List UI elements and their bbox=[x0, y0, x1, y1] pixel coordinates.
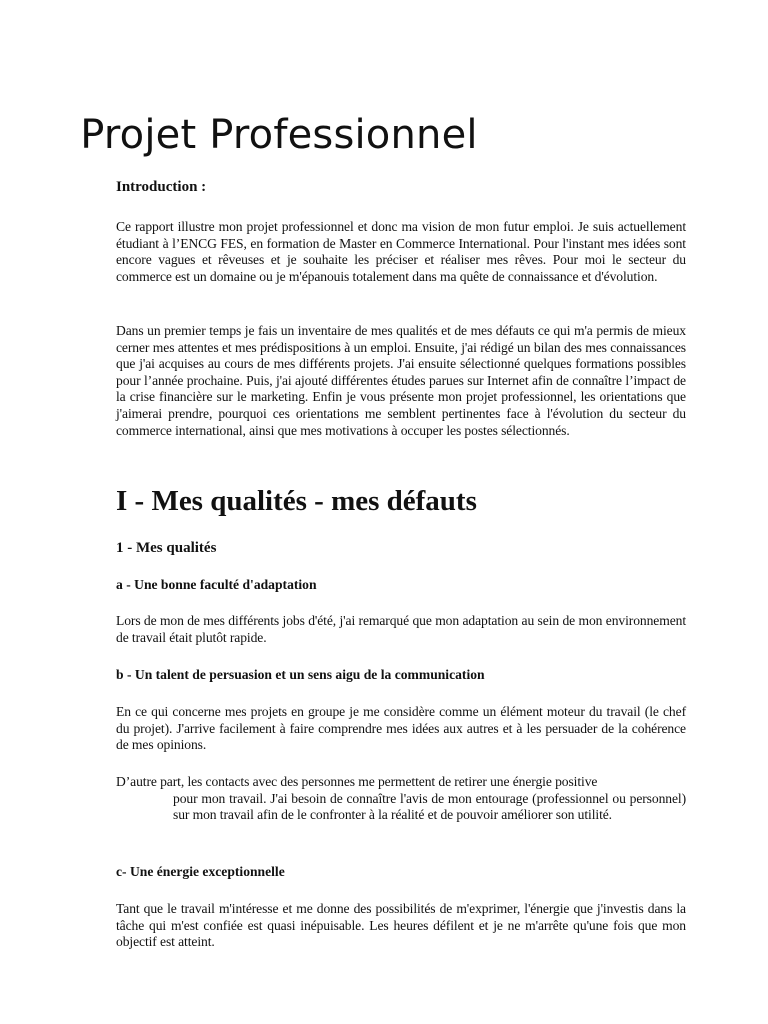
item-b-paragraph-1: En ce qui concerne mes projets en groupe je me considère comme un élément moteur du travail (le chef du projet). J'arrive facilement à faire comprendre mes idées aux autres et à les persuader de la cohérence de mes opinions. bbox=[116, 704, 686, 753]
item-b-heading: b - Un talent de persuasion et un sens aigu de la communication bbox=[116, 667, 485, 682]
item-c-paragraph: Tant que le travail m'intéresse et me donne des possibilités de m'exprimer, l'énergie que j'investis dans la tâche qui m'est confiée est quasi inépuisable. Les heures défilent et je ne m'arrête qu'une fois que mon objectif est atteint. bbox=[116, 901, 686, 950]
item-c-heading: c- Une énergie exceptionnelle bbox=[116, 864, 285, 879]
subsection-heading-qualities: 1 - Mes qualités bbox=[116, 540, 217, 556]
item-a-paragraph: Lors de mon de mes différents jobs d'été, j'ai remarqué que mon adaptation au sein de mon environnement de travail était plutôt rapide. bbox=[116, 613, 686, 645]
item-b-paragraph-2-indented: pour mon travail. J'ai besoin de connaître l'avis de mon entourage (professionnel ou personnel) sur mon travail afin de le confronter à la réalité et de pouvoir améliorer son utilité. bbox=[173, 790, 686, 823]
introduction-paragraph-2: Dans un premier temps je fais un inventaire de mes qualités et de mes défauts ce qui m'a permis de mieux cerner mes attentes et mes prédispositions à un emploi. Ensuite, j'ai rédigé un bilan des mes connaissances que j'ai acquises au cours de mes différents projets. J'ai ensuite sélectionné quelques formations possibles pour l’année prochaine. Puis, j'ai ajouté différentes études parues sur Internet afin de connaître l’impact de la crise financière sur le marketing. Enfin je vous présente mon projet professionnel, les orientations que j'aimerai prendre, pourquoi ces orientations me semblent pertinentes face à l'évolution du secteur du commerce international, ainsi que mes motivations à occuper les postes sélectionnés. bbox=[116, 323, 686, 438]
section-heading-qualities-defects: I - Mes qualités - mes défauts bbox=[116, 485, 477, 517]
document-title: Projet Professionnel bbox=[80, 112, 478, 158]
item-b-paragraph-2-first-line: D’autre part, les contacts avec des personnes me permettent de retirer une énergie positive bbox=[116, 774, 598, 789]
introduction-heading: Introduction : bbox=[116, 179, 207, 195]
item-a-heading: a - Une bonne faculté d'adaptation bbox=[116, 577, 317, 592]
introduction-paragraph-1: Ce rapport illustre mon projet professionnel et donc ma vision de mon futur emploi. Je suis actuellement étudiant à l’ENCG FES, en formation de Master en Commerce International. Pour l'instant mes idées sont encore vagues et rêveuses et je souhaite les préciser et réaliser mes rêves. Pour moi le secteur du commerce est un domaine ou je m'épanouis totalement dans ma quête de connaissance et d'évolution. bbox=[116, 219, 686, 284]
item-b-paragraph-2 bbox=[116, 774, 686, 824]
